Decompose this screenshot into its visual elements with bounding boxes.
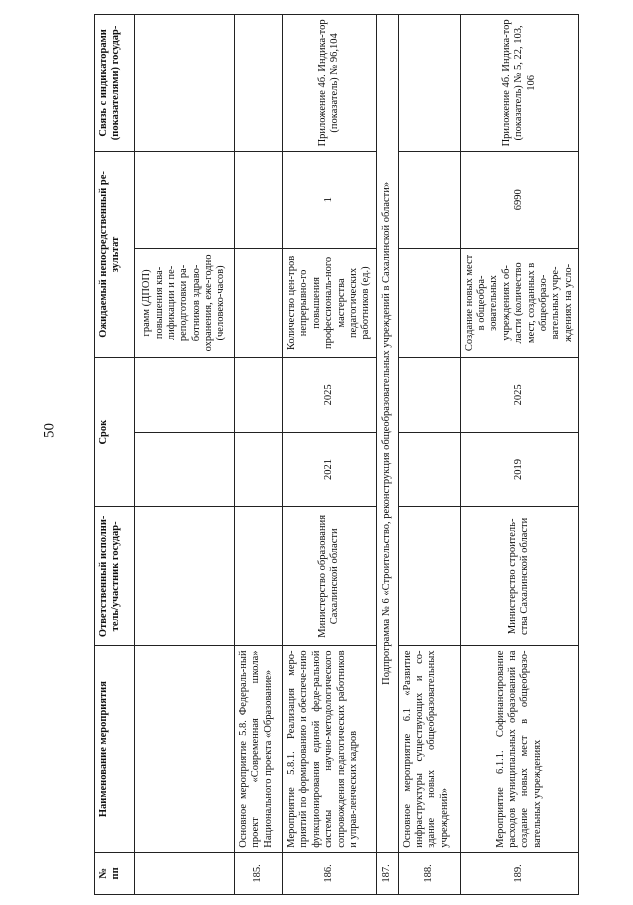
header-link: Связь с индикаторами (показателями) государ-	[95, 15, 135, 152]
row-num: 188.	[398, 852, 460, 894]
row-end	[398, 358, 460, 433]
row-num: 185.	[235, 852, 283, 894]
row-name: Основное мероприятие 6.1 «Развитие инфраструктуры существующих и со-здание новых общеобразовательных учреждений»	[398, 646, 460, 852]
row-name: Мероприятие 5.8.1. Реализация меро-приятий по формированию и обеспече-нию функционирования единой феде-ральной системы научно-методологического сопровождения педагогических работников и управ-ленческих кадров	[283, 646, 377, 852]
row-name: Основное мероприятие 5.8. Федераль-ный проект «Современная школа» Национального проекта «Образование»	[235, 646, 283, 852]
row-end	[235, 358, 283, 433]
table-row	[398, 15, 460, 895]
row-result-desc	[398, 248, 460, 357]
page-number: 50	[41, 423, 58, 438]
row-link: Приложение 4б. Индика-тор (показатель) № 5, 22, 103, 106	[460, 15, 578, 152]
table-row	[283, 15, 377, 895]
row-responsible: Министерство строитель-ства Сахалинской области	[460, 507, 578, 646]
row-result-value	[398, 151, 460, 248]
row-responsible	[235, 507, 283, 646]
row-result-desc: Количество цен-тров непрерывно-го повышения профессиональ-ного мастерства педагогических работников (ед.)	[283, 248, 377, 357]
row-link	[135, 15, 235, 152]
row-start	[135, 432, 235, 507]
header-responsible: Ответственный исполни- тель/участник государ-	[95, 507, 135, 646]
row-link	[235, 15, 283, 152]
row-name	[135, 646, 235, 852]
table-row-subprogram	[376, 15, 398, 895]
header-name: Наименование мероприятия	[95, 646, 135, 852]
row-result-value: 1	[283, 151, 377, 248]
header-deadline: Срок	[95, 358, 135, 507]
row-end	[135, 358, 235, 433]
row-name: Мероприятие 6.1.1. Софинансирование расходов муниципальных образований на создание новых мест в общеобразо-вательных учреждениях	[460, 646, 578, 852]
header-row	[95, 15, 135, 895]
row-result-desc: грамм (ДПОП) повышения ква-лификации и пе-реподготовки ра-ботников здраво-охранения, еже-годно (человеко-часов)	[135, 248, 235, 357]
row-start	[235, 432, 283, 507]
table-row	[235, 15, 283, 895]
row-result-desc: Создание новых мест в общеобра-зовательных учреждениях об-ласти (количество мест, созданных в общеобразо-вательных учре-ждениях на усло-	[460, 248, 578, 357]
row-responsible	[135, 507, 235, 646]
row-start	[398, 432, 460, 507]
row-num: 187.	[376, 852, 398, 894]
row-responsible	[398, 507, 460, 646]
row-end: 2025	[283, 358, 377, 433]
row-result-value	[235, 151, 283, 248]
row-result-value	[135, 151, 235, 248]
measures-table	[94, 14, 579, 895]
row-result-value: 6990	[460, 151, 578, 248]
row-end: 2025	[460, 358, 578, 433]
row-link: Приложение 4б. Индика-тор (показатель) № 96,104	[283, 15, 377, 152]
row-num	[135, 852, 235, 894]
header-num: № пп	[95, 852, 135, 894]
row-num: 189.	[460, 852, 578, 894]
table-container	[94, 14, 633, 883]
table-row	[135, 15, 235, 895]
header-result: Ожидаемый непосредственный ре- зультат	[95, 151, 135, 357]
row-num: 186.	[283, 852, 377, 894]
row-start: 2021	[283, 432, 377, 507]
row-start: 2019	[460, 432, 578, 507]
row-responsible: Министерство образования Сахалинской области	[283, 507, 377, 646]
row-result-desc	[235, 248, 283, 357]
subprogram-title: Подпрограмма № 6 «Строительство, реконструкция общеобразовательных учреждений в Сахалинской области»	[376, 15, 398, 853]
table-row	[460, 15, 578, 895]
row-link	[398, 15, 460, 152]
